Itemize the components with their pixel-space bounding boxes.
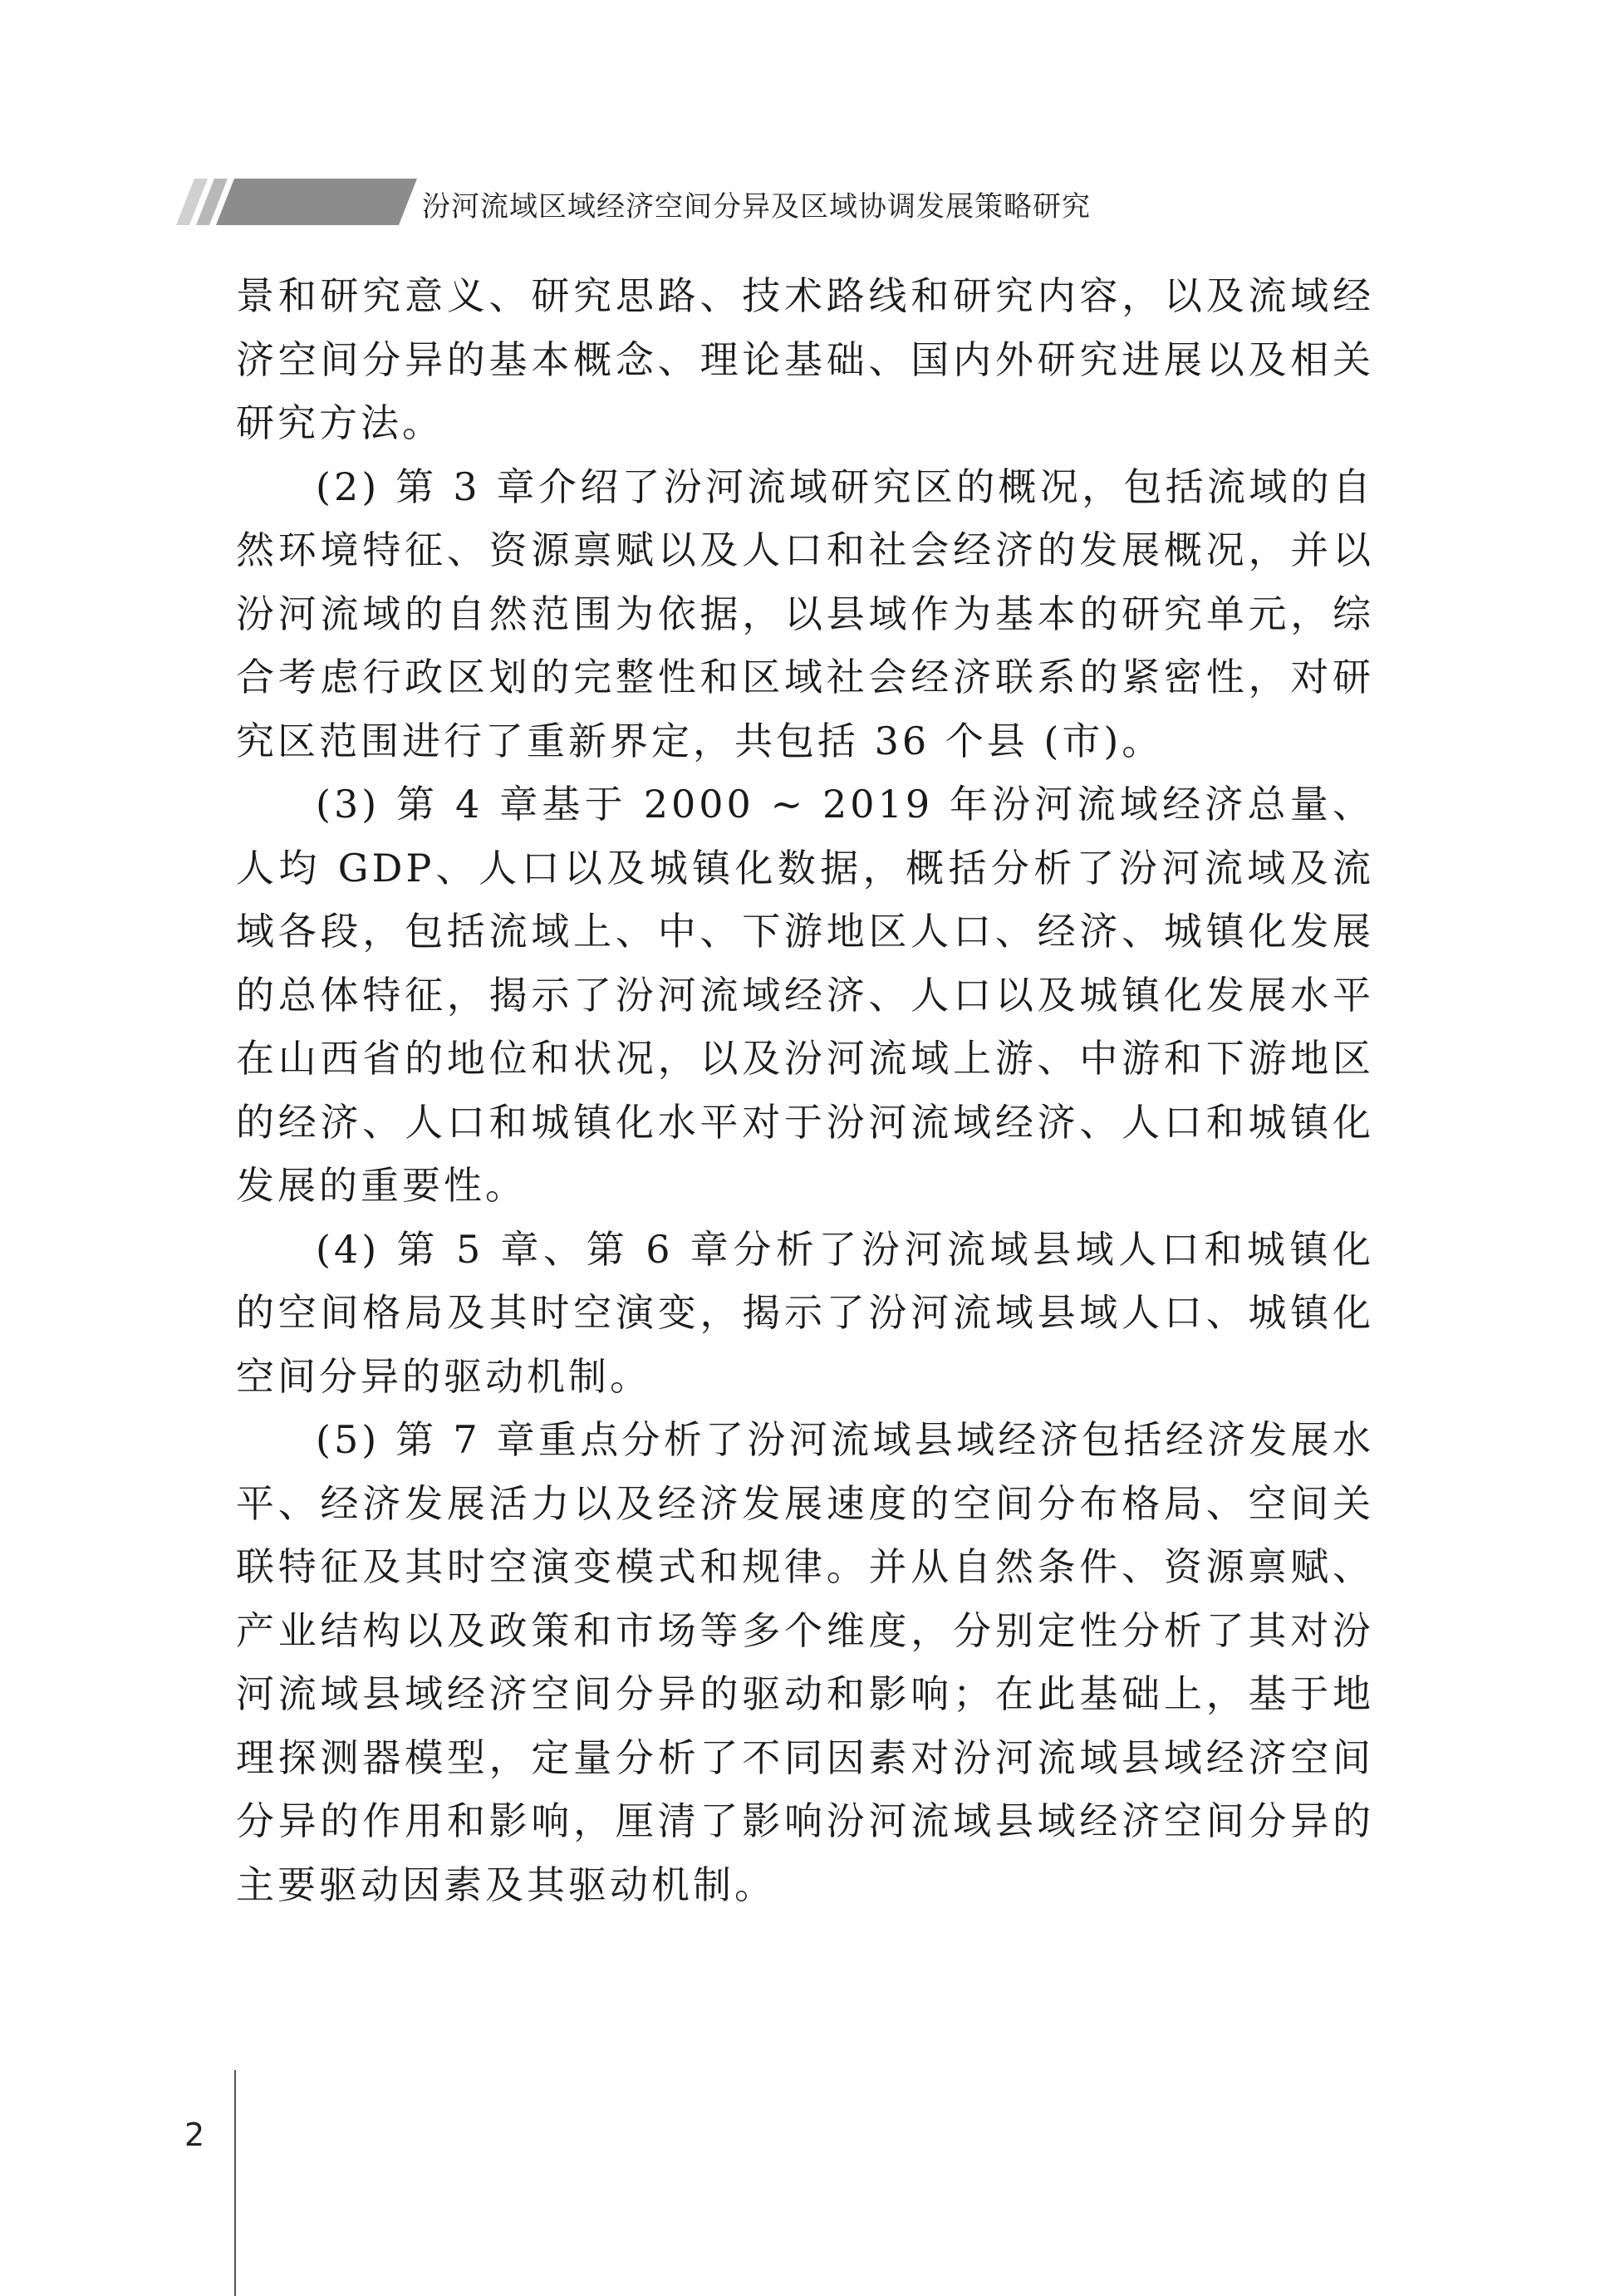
paragraph-1: 景和研究意义、研究思路、技术路线和研究内容，以及流域经济空间分异的基本概念、理论基础、国内外研究进展以及相关研究方法。 bbox=[236, 273, 1374, 445]
page-number: 2 bbox=[184, 2117, 205, 2153]
page-margin-rule bbox=[234, 2070, 236, 2296]
paragraph-5: (5) 第 7 章重点分析了汾河流域县域经济包括经济发展水平、经济发展活力以及经济发展速度的空间分布格局、空间关联特征及其时空演变模式和规律。并从自然条件、资源禀赋、产业结构以及政策和市场等多个维度，分别定性分析了其对汾河流域县域经济空间分异的驱动和影响；在此基础上，基于地理探测器模型，定量分析了不同因素对汾河流域县域经济空间分异的作用和影响，厘清了影响汾河流域县域经济空间分异的主要驱动因素及其驱动机制。 bbox=[236, 1417, 1374, 1907]
header-stripes-decoration bbox=[176, 177, 425, 227]
paragraph-2: (2) 第 3 章介绍了汾河流域研究区的概况，包括流域的自然环境特征、资源禀赋以及人口和社会经济的发展概况，并以汾河流域的自然范围为依据，以县域作为基本的研究单元，综合考虑行政区划的完整性和区域社会经济联系的紧密性，对研究区范围进行了重新界定，共包括 36 个县 (市)。 bbox=[236, 464, 1374, 763]
paragraph-4: (4) 第 5 章、第 6 章分析了汾河流域县域人口和城镇化的空间格局及其时空演变，揭示了汾河流域县域人口、城镇化空间分异的驱动机制。 bbox=[236, 1226, 1374, 1399]
running-header bbox=[176, 177, 1381, 227]
paragraph-3: (3) 第 4 章基于 2000 ~ 2019 年汾河流域经济总量、人均 GDP、人口以及城镇化数据，概括分析了汾河流域及流域各段，包括流域上、中、下游地区人口、经济、城镇化发展的总体特征，揭示了汾河流域经济、人口以及城镇化发展水平在山西省的地位和状况，以及汾河流域上游、中游和下游地区的经济、人口和城镇化水平对于汾河流域经济、人口和城镇化发展的重要性。 bbox=[236, 782, 1374, 1208]
body-text bbox=[236, 264, 1374, 1916]
header-title: 汾河流域区域经济空间分异及区域协调发展策略研究 bbox=[422, 190, 1091, 223]
